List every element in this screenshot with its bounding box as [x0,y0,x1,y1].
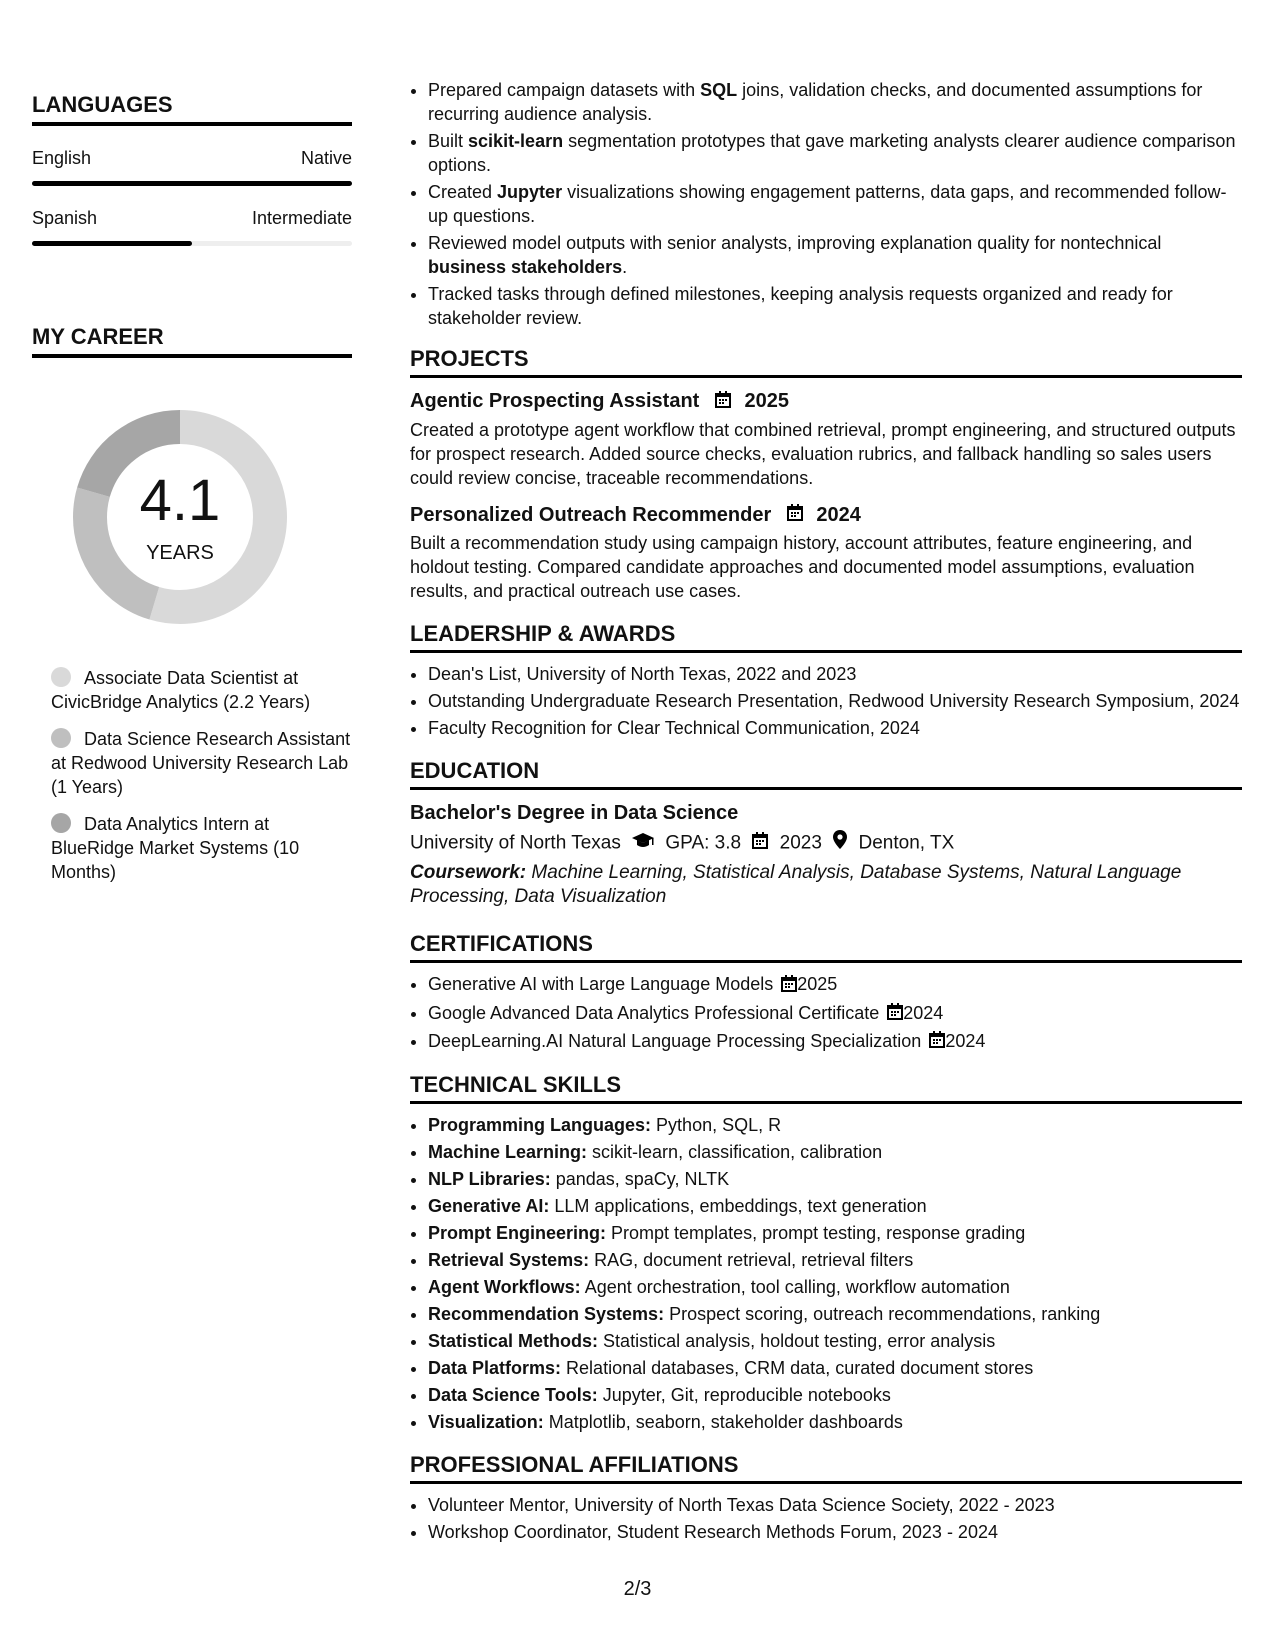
gpa: GPA: 3.8 [665,832,742,854]
skill-item [428,1302,1242,1326]
language-name: English [32,148,92,168]
certification-year: 2024 [945,1030,986,1051]
skill-values: Jupyter, Git, reproducible notebooks [602,1385,891,1406]
leadership-list [410,662,1242,740]
experience-bullet: • Prepared campaign datasets with SQL joins, validation checks, and documented assumptions for recurring audience analysis. [428,78,1242,126]
skill-item [428,1383,1242,1407]
certification-item [428,972,1242,997]
award-item: • Faculty Recognition for Clear Technical Communication, 2024 [428,716,1242,740]
skill-item [428,1275,1242,1299]
experience-bullet: • Tracked tasks through defined milestones, keeping analysis requests organized and ready for stakeholder review. [428,282,1242,330]
skill-values: Matplotlib, seaborn, stakeholder dashboards [548,1412,903,1433]
leadership-heading: LEADERSHIP & AWARDS [410,621,1242,653]
certification-name: Generative AI with Large Language Models [428,974,774,995]
main-content [410,78,1242,1547]
skill-values: Prompt templates, prompt testing, response grading [611,1223,1026,1244]
language-proficiency-bar [32,241,352,246]
skill-item [428,1329,1242,1353]
language-level: Native [300,148,352,168]
project-title: Personalized Outreach Recommender [410,503,772,526]
legend-dot-icon [51,667,71,687]
map-pin-icon [833,830,847,857]
skill-category: Data Science Tools: [428,1385,598,1406]
degree-title: Bachelor's Degree in Data Science [410,802,739,825]
affiliations-section [410,1452,1242,1544]
calendar-icon [887,1002,903,1026]
sidebar [32,92,352,897]
project-description: Created a prototype agent workflow that combined retrieval, prompt engineering, and structured outputs for prospect research. Added source checks, evaluation rubrics, and fallback handling so sales users could review concise, traceable recommendations. [410,419,1236,488]
career-donut-chart [65,402,295,632]
skills-section [410,1072,1242,1434]
skill-category: Machine Learning: [428,1142,588,1163]
skill-category: Programming Languages: [428,1115,652,1136]
career-legend [51,666,352,884]
page-number: 2/3 [623,1578,652,1600]
education-details [410,830,1242,857]
skill-values: pandas, spaCy, NLTK [555,1169,730,1190]
language-item [32,208,352,246]
calendar-icon [715,389,731,415]
project-description: Built a recommendation study using campaign history, account attributes, feature engineering, and holdout testing. Compared candidate approaches and documented model assumptions, evaluation results, and practical outreach use cases. [410,533,1195,602]
coursework [410,861,1242,909]
school-name: University of North Texas [410,832,621,854]
language-proficiency-fill [32,181,352,186]
skill-values: LLM applications, embeddings, text generation [554,1196,927,1217]
calendar-icon [929,1030,945,1054]
skill-values: Agent orchestration, tool calling, workflow automation [584,1277,1010,1298]
skill-item [428,1221,1242,1245]
projects-section [410,346,1242,603]
language-proficiency-fill [32,241,192,246]
skills-heading: TECHNICAL SKILLS [410,1072,1242,1104]
skill-category: Generative AI: [428,1196,550,1217]
language-proficiency-bar [32,181,352,186]
skills-list [410,1113,1242,1434]
career-legend-item [51,812,352,884]
affiliations-heading: PROFESSIONAL AFFILIATIONS [410,1452,1242,1484]
career-role: Associate Data Scientist at CivicBridge Analytics (2.2 Years) [51,668,311,712]
education-section [410,758,1242,909]
career-role: Data Analytics Intern at BlueRidge Market Systems (10 Months) [51,814,300,882]
skill-values: Statistical analysis, holdout testing, error analysis [603,1331,996,1352]
skill-category: Prompt Engineering: [428,1223,607,1244]
skill-category: Agent Workflows: [428,1277,581,1298]
certification-name: DeepLearning.AI Natural Language Processing Specialization [428,1030,922,1051]
certification-item [428,1029,1242,1054]
calendar-icon [752,831,768,857]
skill-item [428,1140,1242,1164]
project-title: Agentic Prospecting Assistant [410,390,700,412]
skill-item [428,1167,1242,1191]
certification-item [428,1001,1242,1026]
skill-item [428,1356,1242,1380]
experience-bullet: • Created Jupyter visualizations showing engagement patterns, data gaps, and recommended follow-up questions. [428,180,1242,228]
calendar-icon [787,502,803,528]
skill-values: Prospect scoring, outreach recommendations, ranking [669,1304,1101,1325]
career-heading: MY CAREER [32,324,352,358]
skill-item [428,1410,1242,1434]
career-legend-item [51,727,352,799]
certifications-heading: CERTIFICATIONS [410,931,1242,963]
calendar-icon [781,974,797,998]
skill-item [428,1194,1242,1218]
languages-heading: LANGUAGES [32,92,352,126]
affiliation-item: • Workshop Coordinator, Student Research Methods Forum, 2023 - 2024 [428,1520,1242,1544]
certifications-section [410,931,1242,1054]
award-item: • Dean's List, University of North Texas, 2022 and 2023 [428,662,1242,686]
language-item [32,148,352,186]
project-title-row [410,502,1242,529]
graduation-cap-icon [632,831,654,857]
skill-values: scikit-learn, classification, calibration [592,1142,883,1163]
experience-bullet: • Built scikit-learn segmentation prototypes that gave marketing analysts clearer audience comparison options. [428,129,1242,177]
award-item: • Outstanding Undergraduate Research Presentation, Redwood University Research Symposium, 2024 [428,689,1242,713]
skill-category: Visualization: [428,1412,544,1433]
certification-year: 2025 [797,974,838,995]
skill-item [428,1248,1242,1272]
skill-category: Retrieval Systems: [428,1250,590,1271]
leadership-section [410,621,1242,740]
skill-category: Recommendation Systems: [428,1304,665,1325]
projects-heading: PROJECTS [410,346,1242,378]
skill-item [428,1113,1242,1137]
career-total-years: 4.1 [139,468,221,533]
project-year: 2024 [816,503,861,526]
skill-category: NLP Libraries: [428,1169,551,1190]
coursework-label: Coursework: [410,862,527,884]
language-level: Intermediate [251,208,352,228]
education-location: Denton, TX [858,832,955,854]
skill-values: RAG, document retrieval, retrieval filters [594,1250,914,1271]
skill-category: Statistical Methods: [428,1331,599,1352]
skill-values: Python, SQL, R [656,1115,782,1136]
project-year: 2025 [744,390,789,412]
language-name: Spanish [32,208,98,228]
project-title-row [410,388,1242,415]
certification-year: 2024 [903,1002,944,1023]
graduation-year: 2023 [779,832,822,854]
coursework-list: Machine Learning, Statistical Analysis, Database Systems, Natural Language Processing, Data Visualization [410,862,1182,908]
career-legend-item [51,666,352,714]
skill-category: Data Platforms: [428,1358,562,1379]
career-role: Data Science Research Assistant at Redwood University Research Lab (1 Years) [51,729,351,797]
affiliation-item: • Volunteer Mentor, University of North Texas Data Science Society, 2022 - 2023 [428,1493,1242,1517]
affiliations-list [410,1493,1242,1544]
legend-dot-icon [51,728,71,748]
experience-bullet: • Reviewed model outputs with senior analysts, improving explanation quality for nontechnical business stakeholders. [428,231,1242,279]
experience-bullets [410,78,1242,330]
certifications-list [410,972,1242,1054]
education-heading: EDUCATION [410,758,1242,790]
certification-name: Google Advanced Data Analytics Professional Certificate [428,1002,880,1023]
skill-values: Relational databases, CRM data, curated document stores [566,1358,1034,1379]
legend-dot-icon [51,813,71,833]
career-total-unit: YEARS [146,542,214,564]
